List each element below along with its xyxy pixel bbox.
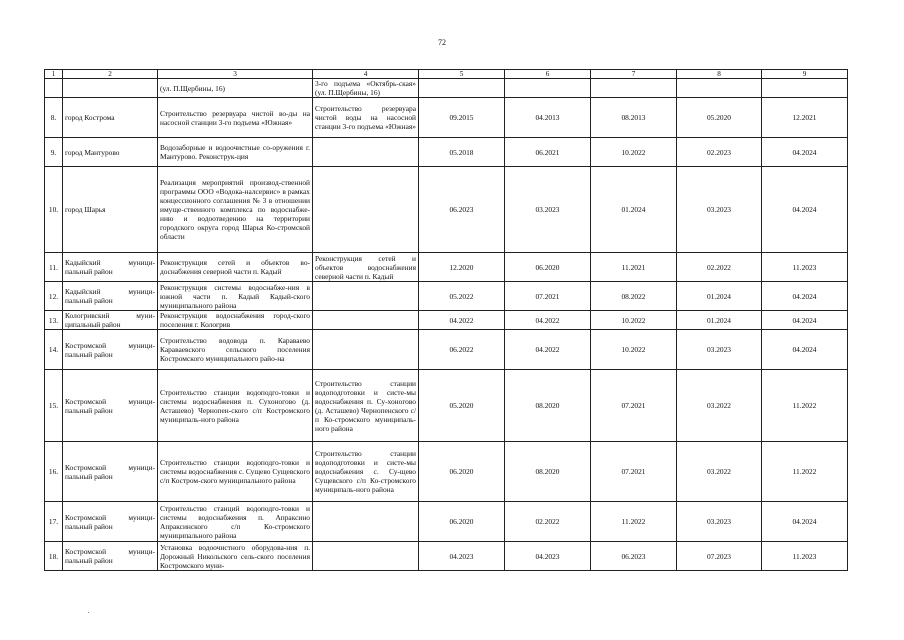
object-cell: Строительство водовода п. Караваево Караваевского сельского поселения Костромского муниципального райо-на xyxy=(158,330,313,370)
object-cell: Реконструкция системы водоснабже-ния в южной части п. Кадый Кадый-ского муниципального района xyxy=(158,282,313,311)
municipality-cell: Костромской муници-пальный район xyxy=(63,542,158,571)
row-number: 14. xyxy=(45,330,63,370)
municipality-cell: Костромской муници-пальный район xyxy=(63,442,158,502)
table-row xyxy=(45,330,848,370)
table-row xyxy=(45,253,848,282)
date-cell: 04.2022 xyxy=(419,311,505,330)
row-number: 12. xyxy=(45,282,63,311)
object-cell: Водозаборные и водоочистные со-оружения г. Мантурово. Реконструк-ция xyxy=(158,138,313,167)
document-cell: Строительство станции водоподготовки и систе-мы водоснабжения п. Су-хоногово (д. Асташево) Чернопенского с/п Ко-стромского муниципаль-ного района xyxy=(313,370,419,442)
date-cell: 07.2021 xyxy=(591,442,677,502)
date-cell: 01.2024 xyxy=(591,167,677,253)
date-cell: 04.2023 xyxy=(419,542,505,571)
table-row xyxy=(45,98,848,138)
date-cell xyxy=(591,79,677,98)
row-number xyxy=(45,79,63,98)
row-number: 11. xyxy=(45,253,63,282)
date-cell: 04.2023 xyxy=(505,542,591,571)
municipality-cell: Костромской муници-пальный район xyxy=(63,370,158,442)
date-cell: 04.2024 xyxy=(762,311,848,330)
date-cell: 12.2020 xyxy=(419,253,505,282)
document-cell xyxy=(313,311,419,330)
column-number-row xyxy=(45,70,848,79)
date-cell: 05.2020 xyxy=(419,370,505,442)
object-cell: Строительство резервуара чистой во-ды на насосной станции 3-го подъема «Южная» xyxy=(158,98,313,138)
date-cell: 07.2023 xyxy=(677,542,762,571)
date-cell: 04.2024 xyxy=(762,282,848,311)
object-cell: Строительство станции водоподго-товки и системы водоснабжения с. Сущево Сущевского с/п Костром-ского муниципального района xyxy=(158,442,313,502)
date-cell: 06.2023 xyxy=(419,167,505,253)
date-cell: 03.2022 xyxy=(677,442,762,502)
date-cell: 08.2022 xyxy=(591,282,677,311)
date-cell: 09.2015 xyxy=(419,98,505,138)
municipality-cell: Костромской муници-пальный район xyxy=(63,502,158,542)
row-number: 16. xyxy=(45,442,63,502)
date-cell: 10.2022 xyxy=(591,138,677,167)
date-cell: 08.2013 xyxy=(591,98,677,138)
table-row xyxy=(45,370,848,442)
date-cell xyxy=(505,79,591,98)
object-cell: Установка водоочистного оборудова-ния п. Дорожный Никольского сель-ского поселения Костромского муни- xyxy=(158,542,313,571)
municipality-cell: Кадыйский муници-пальный район xyxy=(63,282,158,311)
date-cell xyxy=(677,79,762,98)
date-cell: 12.2021 xyxy=(762,98,848,138)
municipality-cell: Кологривский муни-ципальный район xyxy=(63,311,158,330)
document-cell xyxy=(313,330,419,370)
table-row xyxy=(45,542,848,571)
municipality-cell: город Мантурово xyxy=(63,138,158,167)
object-cell: Реконструкция водоснабжения город-ского поселения г. Кологрив xyxy=(158,311,313,330)
date-cell: 11.2023 xyxy=(762,253,848,282)
column-header: 9 xyxy=(762,70,848,79)
date-cell xyxy=(419,79,505,98)
document-cell xyxy=(313,542,419,571)
date-cell: 06.2022 xyxy=(419,330,505,370)
date-cell: 02.2023 xyxy=(677,138,762,167)
column-header: 4 xyxy=(313,70,419,79)
scan-speck xyxy=(88,612,89,613)
date-cell: 05.2022 xyxy=(419,282,505,311)
date-cell: 11.2022 xyxy=(762,370,848,442)
date-cell: 11.2022 xyxy=(762,442,848,502)
date-cell: 03.2023 xyxy=(677,502,762,542)
date-cell: 06.2020 xyxy=(505,253,591,282)
date-cell: 10.2022 xyxy=(591,330,677,370)
date-cell: 07.2021 xyxy=(505,282,591,311)
page-number: 72 xyxy=(438,38,446,47)
date-cell: 03.2023 xyxy=(677,167,762,253)
column-header: 8 xyxy=(677,70,762,79)
object-cell: (ул. П.Щербины, 16) xyxy=(158,79,313,98)
document-cell: Строительство резервуара чистой воды на насосной станции 3-го подъема «Южная» xyxy=(313,98,419,138)
table-row xyxy=(45,79,848,98)
table-row xyxy=(45,502,848,542)
date-cell: 04.2013 xyxy=(505,98,591,138)
date-cell: 08.2020 xyxy=(505,370,591,442)
row-number: 13. xyxy=(45,311,63,330)
date-cell: 11.2021 xyxy=(591,253,677,282)
date-cell: 04.2024 xyxy=(762,330,848,370)
date-cell: 11.2022 xyxy=(591,502,677,542)
municipality-cell: город Кострома xyxy=(63,98,158,138)
document-cell xyxy=(313,138,419,167)
document-cell xyxy=(313,502,419,542)
table-row xyxy=(45,442,848,502)
row-number: 15. xyxy=(45,370,63,442)
date-cell: 04.2024 xyxy=(762,167,848,253)
document-cell: 3-го подъема «Октябрь-ская» (ул. П.Щербины, 16) xyxy=(313,79,419,98)
table-row xyxy=(45,311,848,330)
object-cell: Реконструкция сетей и объектов во-доснабжения северной части п. Кадый xyxy=(158,253,313,282)
date-cell: 06.2023 xyxy=(591,542,677,571)
document-cell: Строительство станции водоподготовки и систе-мы водоснабжения с. Су-щево Сущевского с/п Ко-стромского муниципаль-ного района xyxy=(313,442,419,502)
row-number: 18. xyxy=(45,542,63,571)
object-cell: Реализация мероприятий производ-ственной программы ООО «Водока-налсервис» в рамках концессионного соглашения № 3 в отношении имуще-ственного комплекса по водоснабже-нию и водоотведению на территории городского округа город Шарья Ко-стромской области xyxy=(158,167,313,253)
column-header: 6 xyxy=(505,70,591,79)
column-header: 7 xyxy=(591,70,677,79)
date-cell: 05.2020 xyxy=(677,98,762,138)
table-row xyxy=(45,282,848,311)
row-number: 10. xyxy=(45,167,63,253)
municipality-cell: Костромской муници-пальный район xyxy=(63,330,158,370)
row-number: 17. xyxy=(45,502,63,542)
date-cell xyxy=(762,79,848,98)
object-cell: Строительство станции водоподго-товки и системы водоснабжения п. Сухоногово (д. Асташево) Чернопен-ского с/п Костромского муниципаль-ного района xyxy=(158,370,313,442)
date-cell: 01.2024 xyxy=(677,311,762,330)
date-cell: 04.2022 xyxy=(505,330,591,370)
investment-program-table xyxy=(44,69,848,571)
date-cell: 04.2024 xyxy=(762,138,848,167)
date-cell: 06.2020 xyxy=(419,502,505,542)
date-cell: 01.2024 xyxy=(677,282,762,311)
date-cell: 03.2022 xyxy=(677,370,762,442)
date-cell: 06.2021 xyxy=(505,138,591,167)
row-number: 8. xyxy=(45,98,63,138)
document-cell: Реконструкция сетей и объектов водоснабжения северной части п. Кадый xyxy=(313,253,419,282)
date-cell: 04.2022 xyxy=(505,311,591,330)
municipality-cell: город Шарья xyxy=(63,167,158,253)
column-header: 2 xyxy=(63,70,158,79)
date-cell: 05.2018 xyxy=(419,138,505,167)
municipality-cell xyxy=(63,79,158,98)
table-row xyxy=(45,138,848,167)
date-cell: 07.2021 xyxy=(591,370,677,442)
row-number: 9. xyxy=(45,138,63,167)
date-cell: 10.2022 xyxy=(591,311,677,330)
date-cell: 03.2023 xyxy=(677,330,762,370)
date-cell: 04.2024 xyxy=(762,502,848,542)
date-cell: 08.2020 xyxy=(505,442,591,502)
object-cell: Строительство станций водоподго-товки и системы водоснабжения п. Апраксино Апраксинского с/п Ко-стромского муниципального района xyxy=(158,502,313,542)
document-cell xyxy=(313,167,419,253)
municipality-cell: Кадыйский муници-пальный район xyxy=(63,253,158,282)
date-cell: 11.2023 xyxy=(762,542,848,571)
column-header: 1 xyxy=(45,70,63,79)
column-header: 5 xyxy=(419,70,505,79)
document-cell xyxy=(313,282,419,311)
date-cell: 02.2022 xyxy=(677,253,762,282)
column-header: 3 xyxy=(158,70,313,79)
date-cell: 06.2020 xyxy=(419,442,505,502)
date-cell: 03.2023 xyxy=(505,167,591,253)
date-cell: 02.2022 xyxy=(505,502,591,542)
table-row xyxy=(45,167,848,253)
